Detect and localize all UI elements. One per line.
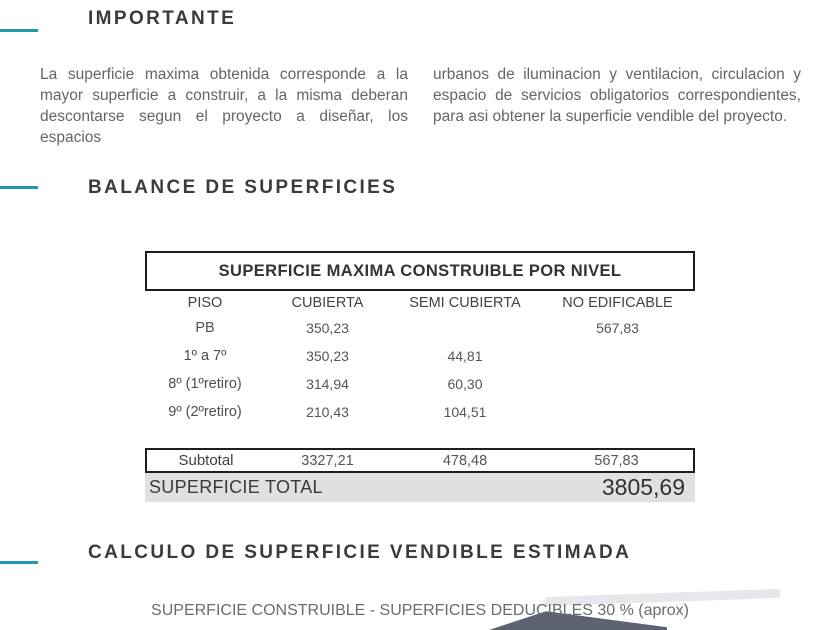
column-header-semi-cubierta: SEMI CUBIERTA bbox=[409, 295, 521, 311]
row-value-cubierta: 210,43 bbox=[306, 404, 349, 420]
row-value-cubierta: 350,23 bbox=[306, 348, 349, 364]
column-header-piso: PISO bbox=[187, 295, 223, 311]
section-title-balance: BALANCE DE SUPERFICIES bbox=[88, 177, 398, 198]
row-value-semi: 104,51 bbox=[443, 404, 487, 420]
paragraph-left: La superficie maxima obtenida corresponde a la mayor superficie a construir, a la misma deberan descontarse segun el proyecto a diseñar, los espacios bbox=[40, 66, 408, 146]
total-row bbox=[145, 473, 695, 502]
row-label: 1º a 7º bbox=[183, 348, 227, 364]
section-title-importante: IMPORTANTE bbox=[88, 8, 237, 29]
table-row bbox=[145, 370, 695, 398]
table-header-row bbox=[145, 294, 695, 312]
row-value-semi: 60,30 bbox=[447, 376, 483, 392]
accent-line bbox=[0, 29, 38, 32]
subtotal-semi: 478,48 bbox=[442, 452, 488, 469]
table-row bbox=[145, 314, 695, 342]
subtotal-row bbox=[145, 448, 695, 473]
row-value-cubierta: 350,23 bbox=[306, 320, 349, 336]
table-row bbox=[145, 398, 695, 426]
subtotal-label: Subtotal bbox=[178, 452, 234, 469]
subtotal-noedif: 567,83 bbox=[594, 452, 639, 469]
row-label: 8º (1ºretiro) bbox=[168, 376, 242, 392]
row-value-semi: 44,81 bbox=[447, 348, 483, 364]
column-header-no-edificable: NO EDIFICABLE bbox=[562, 295, 673, 311]
row-label: 9º (2ºretiro) bbox=[168, 404, 242, 420]
accent-line bbox=[0, 186, 38, 189]
table-title: SUPERFICIE MAXIMA CONSTRUIBLE POR NIVEL bbox=[145, 251, 695, 291]
section-title-calculo: CALCULO DE SUPERFICIE VENDIBLE ESTIMADA bbox=[88, 542, 632, 563]
table-row bbox=[145, 342, 695, 370]
column-header-cubierta: CUBIERTA bbox=[291, 295, 364, 311]
formula-text: SUPERFICIE CONSTRUIBLE - SUPERFICIES DEDUCIBLES 30 % (aprox) bbox=[151, 602, 689, 619]
subtotal-cubierta: 3327,21 bbox=[301, 452, 354, 469]
row-value-noedif: 567,83 bbox=[596, 320, 639, 336]
total-label: SUPERFICIE TOTAL bbox=[149, 477, 323, 497]
accent-line bbox=[0, 561, 38, 564]
row-value-cubierta: 314,94 bbox=[306, 376, 349, 392]
row-label: PB bbox=[195, 320, 215, 336]
total-value: 3805,69 bbox=[601, 474, 685, 500]
paragraph-right: urbanos de iluminacion y ventilacion, circulacion y espacio de servicios obligatorios correspondientes, para asi obtener la superficie vendible del proyecto. bbox=[433, 66, 801, 125]
